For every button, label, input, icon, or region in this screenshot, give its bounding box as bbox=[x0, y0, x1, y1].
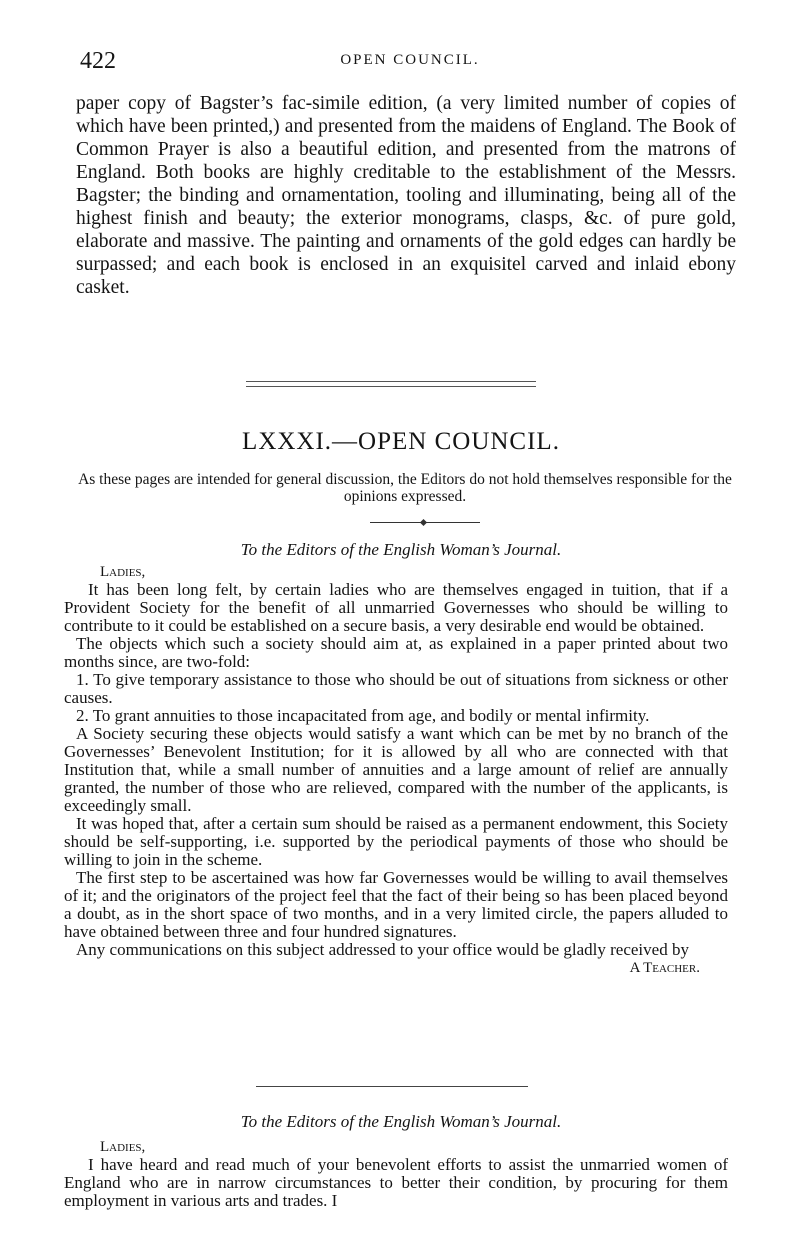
letter2 bbox=[64, 1138, 728, 1210]
continued-paragraph-text: paper copy of Bagster’s fac-simile edition, (a very limited number of copies of which have been printed,) and presented from the maidens of England. The Book of Common Prayer is also a beautiful edition, and presented from the matrons of England. Both books are highly creditable to the establishment of the Messrs. Bagster; the binding and ornamentation, tooling and illuminating, being all of the highest finish and beauty; the exterior monograms, clasps, &c. of pure gold, elaborate and massive. The painting and ornaments of the gold edges can hardly be surpassed; and each book is enclosed in an exquisitel carved and inlaid ebony casket. bbox=[76, 93, 736, 298]
letter2-address: To the Editors of the English Woman’s Journal. bbox=[240, 1112, 562, 1131]
letter1-paragraph: It has been long felt, by certain ladies who are themselves engaged in tuition, that if a Provident Society for the benefit of all unmarried Governesses who should be willing to contribute to it could be established on a secure basis, a very desirable end would be obtained. bbox=[64, 580, 728, 635]
letter1-paragraph: 2. To grant annuities to those incapacitated from age, and bodily or mental infirmity. bbox=[76, 706, 650, 725]
letter1-paragraph: The first step to be ascertained was how far Governesses would be willing to avail themselves of it; and the originators of the project feel that the fact of their being so has been placed beyond a doubt, as in the short space of two months, and in a very limited circle, the papers alluded to have obtained between three and four hundred signatures. bbox=[64, 868, 728, 941]
ornament-rule bbox=[370, 521, 480, 525]
letter1-signature: A Teacher. bbox=[629, 960, 700, 976]
running-title: OPEN COUNCIL. bbox=[340, 52, 480, 68]
running-head bbox=[80, 48, 740, 78]
letter1 bbox=[64, 563, 728, 976]
letter1-paragraph: The objects which such a society should aim at, as explained in a paper printed about two months since, are two-fold: bbox=[64, 634, 728, 671]
section-heading: LXXXI.—OPEN COUNCIL. bbox=[242, 428, 560, 455]
letter1-paragraph: 1. To give temporary assistance to those who should be out of situations from sickness or other causes. bbox=[64, 670, 728, 707]
letter2-salutation: Ladies, bbox=[100, 1139, 146, 1155]
editor-disclaimer: As these pages are intended for general discussion, the Editors do not hold themselves responsible for the opinions expressed. bbox=[78, 471, 732, 505]
letter-divider-rule bbox=[256, 1086, 528, 1087]
letter1-address: To the Editors of the English Woman’s Journal. bbox=[240, 540, 562, 559]
letter1-paragraph: Any communications on this subject addressed to your office would be gladly received by bbox=[76, 940, 689, 959]
letter1-salutation: Ladies, bbox=[100, 564, 146, 580]
continued-paragraph bbox=[76, 92, 736, 299]
letter1-signoff bbox=[64, 940, 728, 976]
section-divider-rule bbox=[246, 381, 536, 389]
letter1-paragraph: It was hoped that, after a certain sum should be raised as a permanent endowment, this Society should be self-supporting, i.e. supported by the periodical payments of those who should be willing to join in the scheme. bbox=[64, 814, 728, 869]
letter2-paragraph: I have heard and read much of your benevolent efforts to assist the unmarried women of England who are in narrow circumstances to better their condition, by procuring for them employment in various arts and trades. I bbox=[64, 1155, 728, 1210]
letter1-paragraph: A Society securing these objects would satisfy a want which can be met by no branch of the Governesses’ Benevolent Institution; for it is allowed by all who are connected with that Institution that, while a small number of annuities and a large amount of relief are annually granted, the number of those who are relieved, compared with the number of the applicants, is exceedingly small. bbox=[64, 724, 728, 815]
page-number: 422 bbox=[80, 48, 116, 74]
